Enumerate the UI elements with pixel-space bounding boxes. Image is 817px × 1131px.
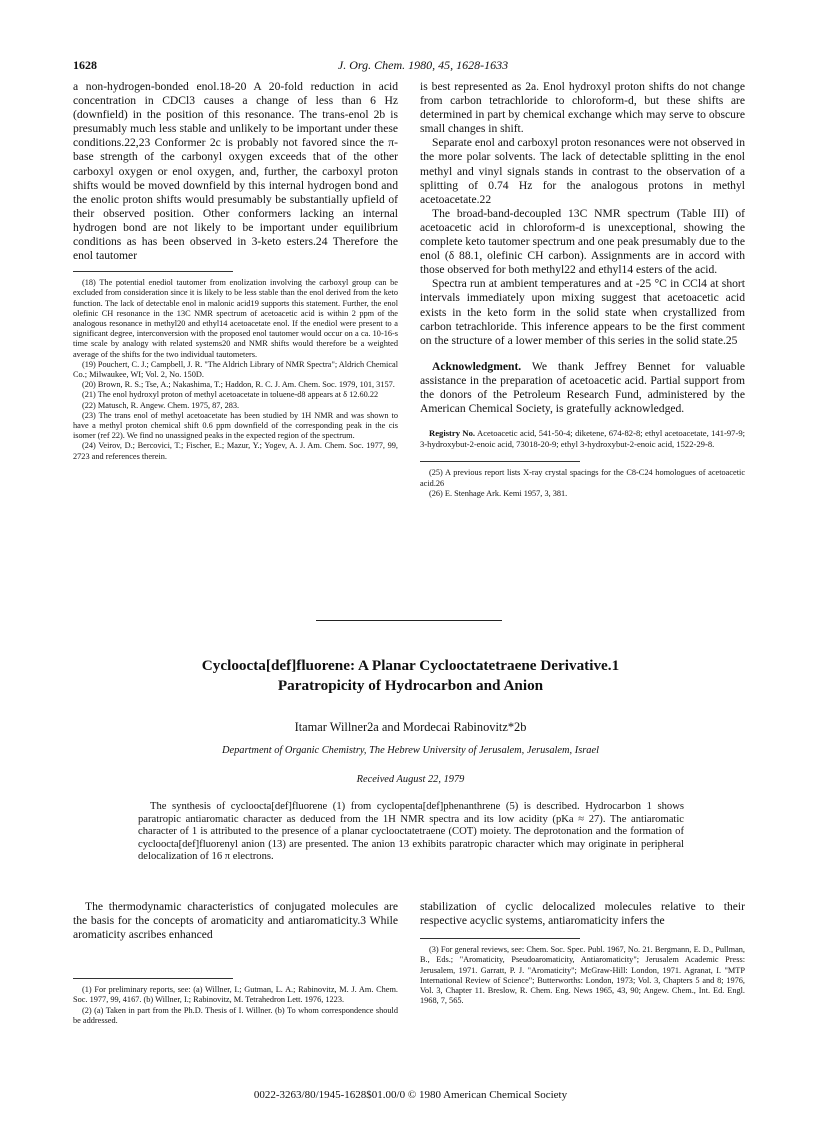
footnote: (2) (a) Taken in part from the Ph.D. Thesis of I. Willner. (b) To whom correspondence should be addressed.: [73, 1005, 398, 1025]
footnote: (19) Pouchert, C. J.; Campbell, J. R. "The Aldrich Library of NMR Spectra"; Aldrich Chemical Co.; Milwaukee, WI; Vol. 2, No. 150D.: [73, 359, 399, 380]
footnote-rule: [73, 978, 233, 979]
bottom-right-column: [420, 900, 745, 1006]
body-paragraph: is best represented as 2a. Enol hydroxyl proton shifts do not change from carbon tetrachloride to chloroform-d, but these shifts are determined in part by chemical exchange which may serve to obscure small changes in shift.: [420, 80, 745, 136]
body-paragraph: Separate enol and carboxyl proton resonances were not observed in the more polar solvents. The lack of detectable splitting in the enol methyl and vinyl signals stands in contrast to the observation of a splitting of 0.74 Hz for the analogous protons in methyl acetoacetate.22: [420, 136, 745, 206]
body-paragraph: The thermodynamic characteristics of conjugated molecules are the basis for the concepts of aromaticity and antiaromaticity.3 While aromaticity ascribes enhanced: [73, 900, 398, 942]
footnote-rule: [73, 271, 233, 272]
registry-heading: Registry No.: [429, 428, 476, 439]
footnote: (20) Brown, R. S.; Tse, A.; Nakashima, T.; Haddon, R. C. J. Am. Chem. Soc. 1979, 101, 3157.: [82, 380, 395, 390]
footnote: (18) The potential enediol tautomer from enolization involving the carboxyl group can be excluded from consideration since it is likely to be less stable than the enol derived from the keto function. The lack of detectable enol in malonic acid19 supports this statement. Further, the enol olefinic CH resonance in the 13C NMR spectrum of acetoacetic acid is within 2 ppm of the analogous resonance in methyl20 and ethyl14 acetoacetate enol. If the enediol were present to a significant degree, interconversion with the proposed enol tautomer would occur on a ca. 10-16-s time scale by analogy with related systems20 and NMR shifts would therefore be a weighted average of the shifts for the two individual tautometers.: [73, 278, 398, 359]
footnote: (26) E. Stenhage Ark. Kemi 1957, 3, 381.: [429, 488, 568, 498]
body-paragraph: stabilization of cyclic delocalized molecules relative to their respective acyclic systems, antiaromaticity infers the: [420, 900, 745, 928]
copyright-footer: 0022-3263/80/1945-1628$01.00/0 © 1980 American Chemical Society: [253, 1089, 568, 1101]
acknowledgment-heading: Acknowledgment.: [432, 359, 522, 373]
acknowledgment: [420, 360, 745, 416]
acknowledgment-text: We thank Jeffrey Bennet for valuable assistance in the preparation of acetoacetic acid. Partial support from the donors of the Petroleum Research Fund, administered by the American Chemical Society, is gratefully acknowledged.: [420, 359, 745, 416]
footnote-rule: [420, 938, 580, 939]
top-right-column: [420, 80, 745, 499]
page-number: 1628: [73, 58, 97, 72]
body-paragraph: The broad-band-decoupled 13C NMR spectrum (Table III) of acetoacetic acid in chloroform-d is unexceptional, showing the complete keto tautomer spectrum and one peak presumably due to the enol (δ 88.1, olefinic CH carbon). Assignments are in accord with those observed for both methyl22 and ethyl14 esters of the acid.: [420, 206, 745, 277]
body-paragraph: Spectra run at ambient temperatures and at -25 °C in CCl4 at short intervals immediately upon mixing suggest that acetoacetic acid exists in the keto form in the solid state when crystallized from carbon tetrachloride. This inference appears to be the first comment on the structure of a lower member of this series in the solid state.25: [420, 277, 745, 347]
footnote: (21) The enol hydroxyl proton of methyl acetoacetate in toluene-d8 appears at δ 12.60.22: [82, 390, 379, 400]
footnote-rule: [420, 461, 580, 462]
footnote: (25) A previous report lists X-ray crystal spacings for the C8-C24 homologues of acetoacetic acid.26: [420, 468, 745, 488]
article-title: [73, 656, 748, 696]
section-divider: [316, 620, 502, 621]
affiliation: Department of Organic Chemistry, The Hebrew University of Jerusalem, Jerusalem, Israel: [222, 745, 599, 756]
article-title-line-1: Cycloocta[def]fluorene: A Planar Cyclooctatetraene Derivative.1: [201, 657, 620, 674]
footnote: (23) The trans enol of methyl acetoacetate has been studied by 1H NMR and was shown to have a methyl proton chemical shift 0.6 ppm downfield of the corresponding peak in the cis isomer (ref 22). We find no unassigned peaks in the expected region of the spectrum.: [73, 410, 398, 441]
footnote: (22) Matusch, R. Angew. Chem. 1975, 87, 283.: [82, 400, 240, 410]
registry-text: Acetoacetic acid, 541-50-4; diketene, 674-82-8; ethyl acetoacetate, 141-97-9; 3-hydroxybut-2-enoic acid, 73018-20-9; ethyl 3-hydroxybut-2-enoic acid, 1522-29-8.: [420, 428, 746, 449]
footnote: (3) For general reviews, see: Chem. Soc. Spec. Publ. 1967, No. 21. Bergmann, E. D., Pullman, B., Eds.; "Aromaticity, Pseudoaromaticity, Antiaromaticity"; Jerusalem Academic Press: Jerusalem, 1971. Garratt, P. J. "Aromaticity"; McGraw-Hill: London, 1971. Agranat, I. "MTP International Review of Science"; Butterworths: London, 1973; Vol. 3, Chapters 5 and 8; 1976, Vol. 3, Chapter 11. Breslow, R. Chem. Eng. News 1965, 43, 90; Angew. Chem., Int. Ed. Engl. 1968, 7, 565.: [420, 945, 745, 1006]
footnote: (1) For preliminary reports, see: (a) Willner, I.; Gutman, L. A.; Rabinovitz, M. J. Am. Chem. Soc. 1977, 99, 4167. (b) Willner, I.; Rabinovitz, M. Tetrahedron Lett. 1976, 1223.: [73, 985, 398, 1005]
footnote: (24) Veirov, D.; Bercovici, T.; Fischer, E.; Mazur, Y.; Yogev, A. J. Am. Chem. Soc. 1977, 99, 2723 and references therein.: [73, 441, 398, 461]
body-paragraph: a non-hydrogen-bonded enol.18-20 A 20-fold reduction in acid concentration in CDCl3 causes a change of less than 6 Hz (downfield) in the position of this resonance. The trans-enol 2b is presumably much less stable and unlikely to be important under these conditions.22,23 Conformer 2c is probably not favored since the π-base strength of the carbonyl oxygen exceeds that of the other carboxyl oxygen or enol oxygen, and, further, the carboxyl proton shifts would be moved downfield by this internal hydrogen bond and the enolic proton shifts would presumably be substantially upfield of their observed position. Other conformers lacking an internal hydrogen bond are not likely to be important under equilibrium conditions as has been observed in 3-keto esters.24 Therefore the enol tautomer: [73, 80, 398, 263]
authors: Itamar Willner2a and Mordecai Rabinovitz*2b: [294, 720, 527, 734]
running-head: [73, 58, 773, 74]
top-left-column: [73, 80, 398, 462]
registry-numbers: [420, 428, 745, 449]
received-date: Received August 22, 1979: [356, 774, 465, 785]
abstract: The synthesis of cycloocta[def]fluorene (1) from cyclopenta[def]phenanthrene (5) is described. Hydrocarbon 1 shows paratropic antiaromatic character as deduced from the 1H NMR spectra and its low acidity (pKa ≈ 27). The antiaromatic character of 1 is attributed to the presence of a planar cyclooctatetraene (COT) moiety. The deprotonation and the formation of cycloocta[def]fluorenyl anion (13) are presented. The anion 13 exhibits paratropic character which may originate in peripheral delocalization of 16 π electrons.: [138, 801, 684, 863]
article-title-line-2: Paratropicity of Hydrocarbon and Anion: [277, 677, 544, 694]
journal-citation: J. Org. Chem. 1980, 45, 1628-1633: [337, 58, 509, 72]
bottom-left-column: [73, 900, 398, 1026]
